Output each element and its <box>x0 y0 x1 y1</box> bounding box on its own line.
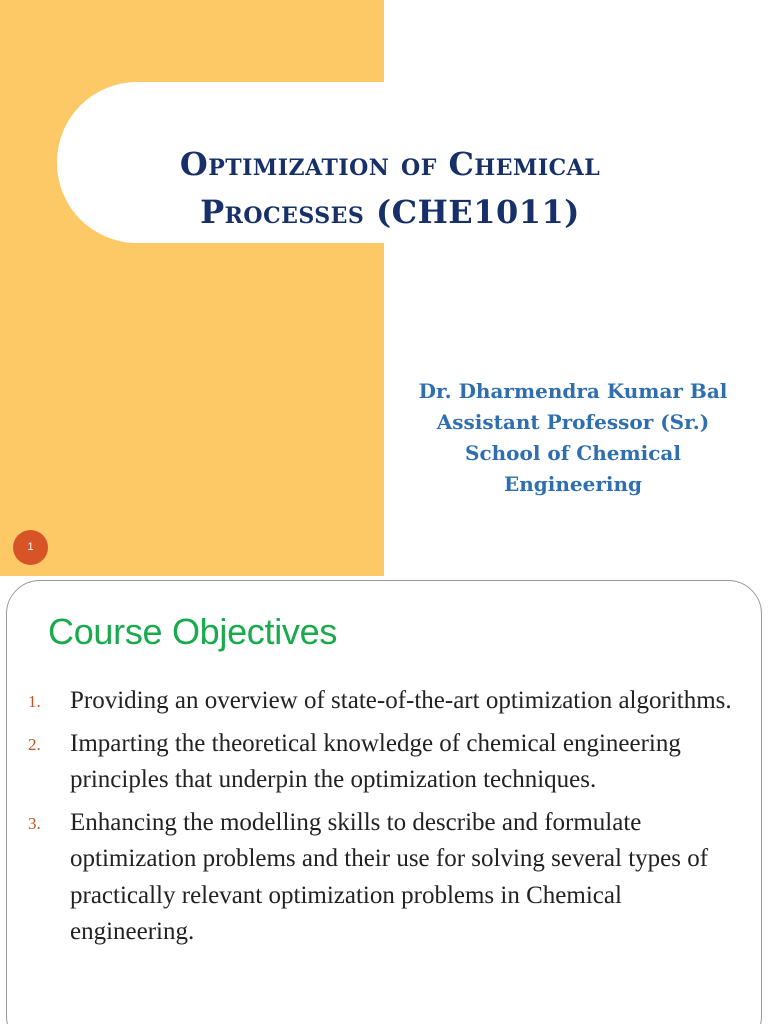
objectives-slide <box>6 580 762 1024</box>
objective-number: 3. <box>28 813 41 833</box>
objective-text: Enhancing the modelling skills to describe and formulate optimization problems and their use for solving several types of practically relevant optimization problems in Chemical engineering. <box>70 808 709 945</box>
author-position: Assistant Professor (Sr.) <box>436 410 710 434</box>
objective-item <box>24 683 744 720</box>
title-line-2: Processes (CHE1011) <box>200 193 580 231</box>
objectives-heading: Course Objectives <box>48 611 338 652</box>
author-school-line-1: School of Chemical <box>465 441 681 465</box>
author-school-line-2: Engineering <box>503 472 643 496</box>
objective-item <box>24 726 744 799</box>
objective-item <box>24 805 744 951</box>
objectives-list <box>24 683 744 957</box>
author-name: Dr. Dharmendra Kumar Bal <box>418 379 728 403</box>
objective-text: Providing an overview of state-of-the-art optimization algorithms. <box>70 687 732 714</box>
author-info <box>400 376 746 500</box>
slide-title <box>100 140 680 236</box>
objective-text: Imparting the theoretical knowledge of chemical engineering principles that underpin the optimization techniques. <box>70 729 681 793</box>
title-line-1: Optimization of Chemical <box>179 145 601 183</box>
slide-number-badge: 1 <box>13 530 48 565</box>
objective-number: 1. <box>28 692 41 711</box>
objective-number: 2. <box>28 734 41 754</box>
